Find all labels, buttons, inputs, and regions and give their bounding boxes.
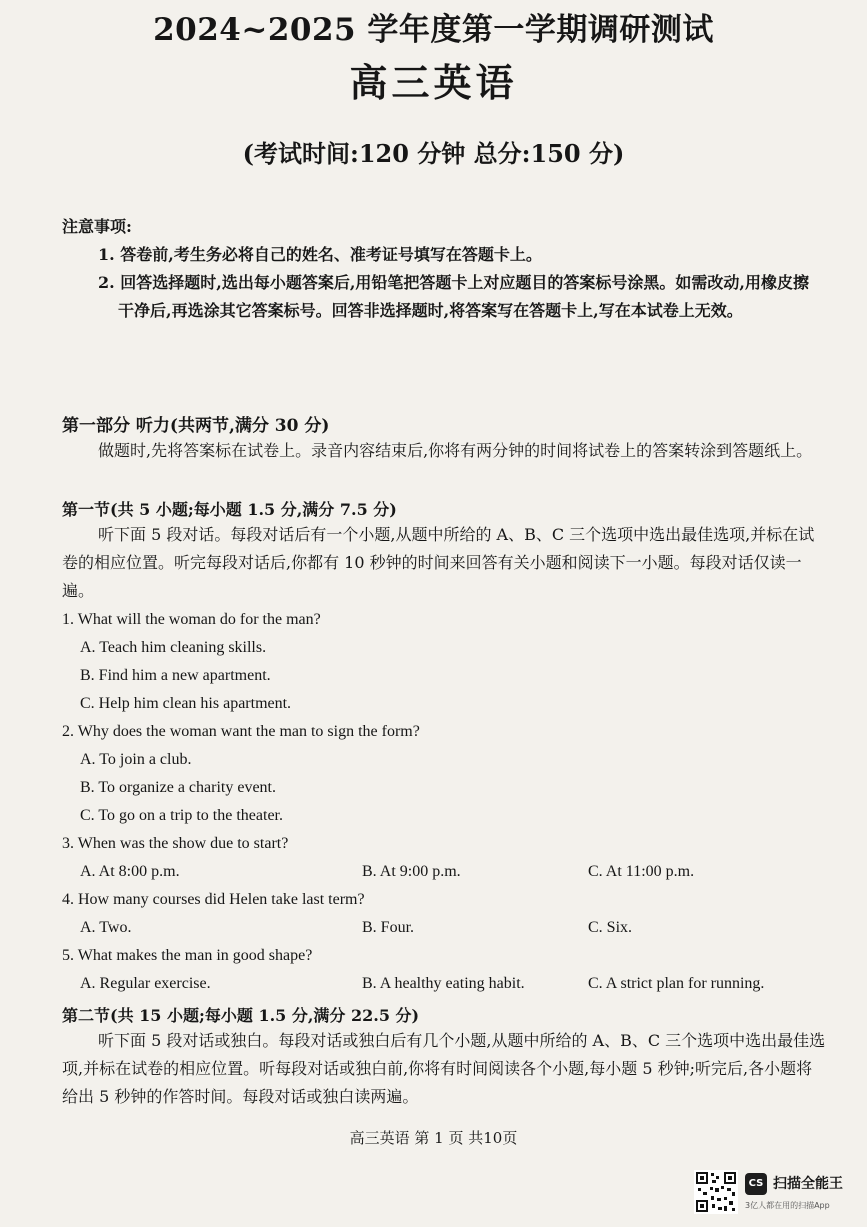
option: A. At 8:00 p.m.: [80, 863, 180, 880]
option: C. At 11:00 p.m.: [588, 863, 695, 880]
scanner-tagline: 3亿人都在用的扫描App: [745, 1201, 830, 1210]
notes-title: 注意事项:: [62, 217, 132, 236]
option: A. To join a club.: [80, 751, 192, 768]
question: 2. Why does the woman want the man to sign the form?: [62, 723, 420, 740]
exam-info: (考试时间:120 分钟 总分:150 分): [242, 139, 625, 168]
qr-code-icon: [694, 1170, 738, 1214]
question: 1. What will the woman do for the man?: [62, 611, 321, 628]
question: 5. What makes the man in good shape?: [62, 947, 313, 964]
option: B. Four.: [362, 919, 415, 936]
option: A. Regular exercise.: [80, 975, 211, 992]
part-intro: 做题时,先将答案标在试卷上。录音内容结束后,你将有两分钟的时间将试卷上的答案转涂到答题纸上。: [98, 441, 813, 460]
option: C. A strict plan for running.: [588, 975, 765, 992]
note-item: 2. 回答选择题时,选出每小题答案后,用铅笔把答题卡上对应题目的答案标号涂黑。如需改动,用橡皮擦干净后,再选涂其它答案标号。回答非选择题时,将答案写在答题卡上,写在本试卷上无效。: [98, 273, 809, 320]
question: 4. How many courses did Helen take last term?: [62, 891, 365, 908]
option: C. Help him clean his apartment.: [80, 695, 292, 712]
section-intro: 听下面 5 段对话。每段对话后有一个小题,从题中所给的 A、B、C 三个选项中选出最佳选项,并标在试卷的相应位置。听完每段对话后,你都有 10 秒钟的时间来回答有关小题和阅读下一小题。每段对话仅读一遍。: [62, 525, 815, 600]
section-intro: 听下面 5 段对话或独白。每段对话或独白后有几个小题,从题中所给的 A、B、C 三个选项中选出最佳选项,并标在试卷的相应位置。听每段对话或独白前,你将有时间阅读各个小题,每小题 5 秒钟;听完后,各小题将给出 5 秒钟的作答时间。每段对话或独白读两遍。: [62, 1031, 826, 1106]
question: 3. When was the show due to start?: [62, 835, 289, 852]
option: C. To go on a trip to the theater.: [80, 807, 283, 824]
option: A. Two.: [80, 919, 132, 936]
exam-title: 2024~2025 学年度第一学期调研测试: [153, 12, 714, 48]
subject-title: 高三英语: [349, 60, 518, 105]
option: B. To organize a charity event.: [80, 779, 276, 796]
note-item: 1. 答卷前,考生务必将自己的姓名、准考证号填写在答题卡上。: [98, 245, 542, 264]
section-title: 第一节(共 5 小题;每小题 1.5 分,满分 7.5 分): [62, 500, 397, 519]
section-title: 第二节(共 15 小题;每小题 1.5 分,满分 22.5 分): [62, 1006, 420, 1025]
scanner-brand-name: 扫描全能王: [773, 1176, 843, 1192]
option: B. At 9:00 p.m.: [362, 863, 461, 880]
option: A. Teach him cleaning skills.: [80, 639, 267, 656]
option: C. Six.: [588, 919, 633, 936]
notes-list: [98, 241, 818, 325]
option: B. A healthy eating habit.: [362, 975, 525, 992]
part-title: 第一部分 听力(共两节,满分 30 分): [62, 416, 330, 436]
page-footer: 高三英语 第 1 页 共10页: [349, 1129, 518, 1147]
scanner-logo-icon: CS: [745, 1173, 767, 1195]
option: B. Find him a new apartment.: [80, 667, 271, 684]
scanner-watermark: [745, 1170, 857, 1216]
